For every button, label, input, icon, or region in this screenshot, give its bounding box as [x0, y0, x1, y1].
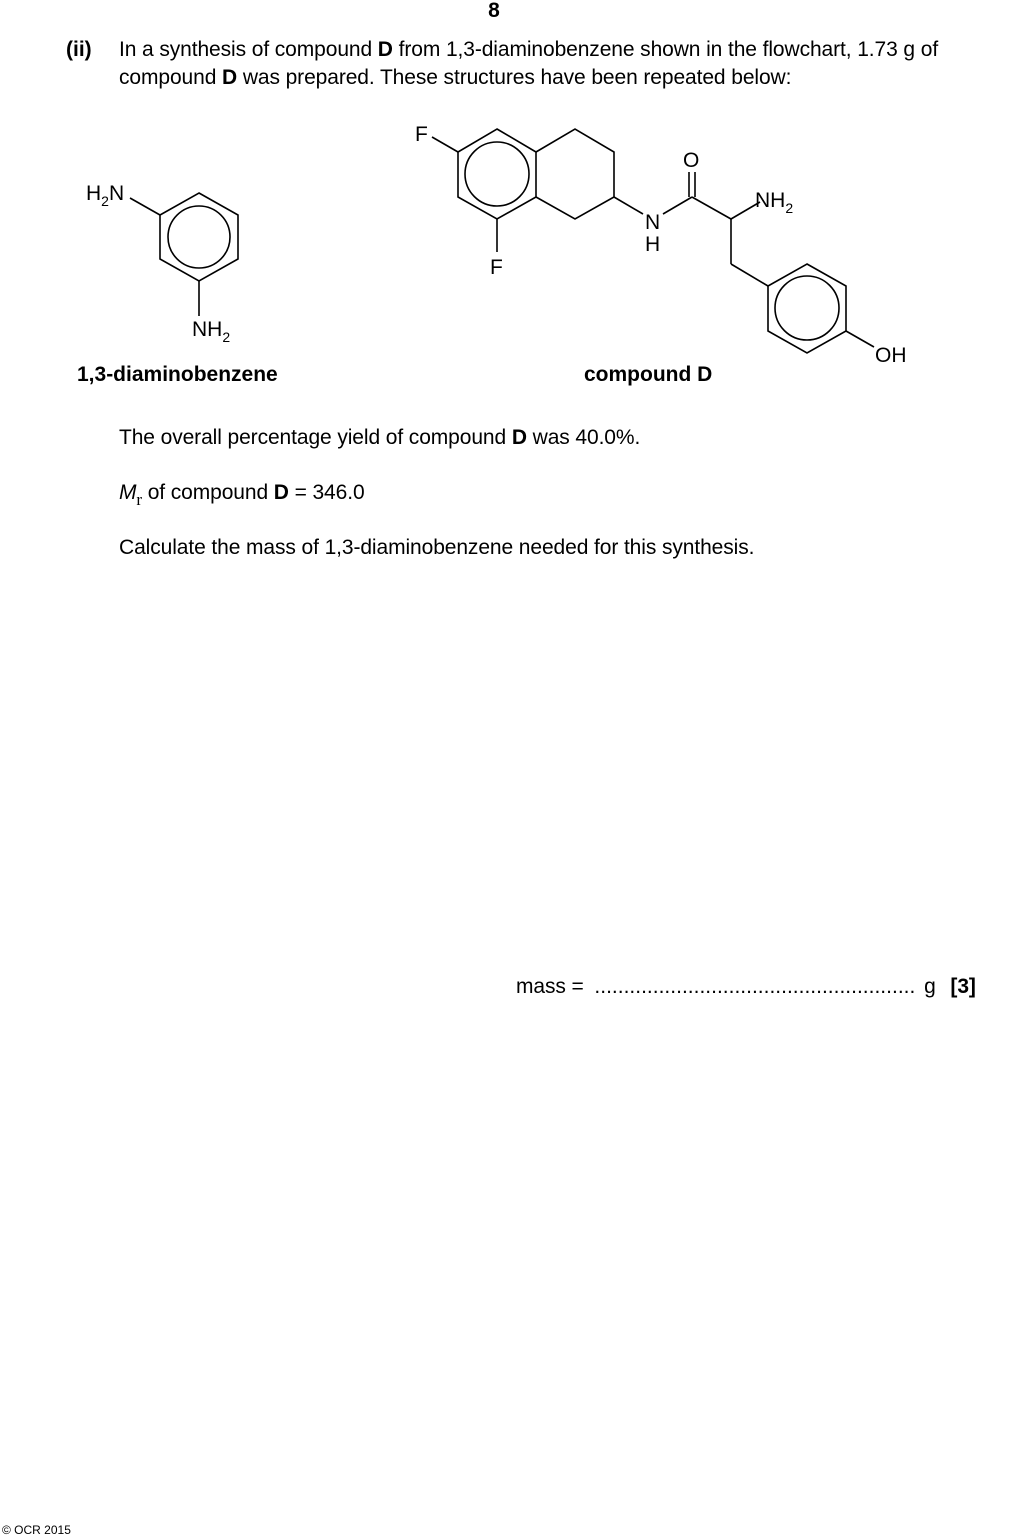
f-bottom-label: F: [490, 256, 503, 279]
amide-h-label: H: [645, 233, 661, 256]
answer-line: [516, 975, 976, 999]
part-label: (ii): [66, 38, 92, 61]
bond-n-c: [663, 197, 692, 214]
carbonyl-o-label: O: [683, 149, 700, 172]
mr-compound: D: [273, 481, 289, 504]
mr-text-a: of compound: [141, 481, 274, 504]
copyright-footer: © OCR 2015: [2, 1523, 71, 1537]
question-text: Calculate the mass of 1,3-diaminobenzene needed for this synthesis.: [119, 536, 755, 559]
bond-f-top: [432, 137, 458, 152]
intro-line-2-compound: D: [222, 66, 238, 89]
amine-top-label: $H_2N$: [86, 182, 125, 209]
mr-text-c: = 346.0: [288, 481, 365, 504]
aromatic-circle-1: [465, 142, 529, 206]
yield-compound: D: [511, 426, 527, 449]
intro-line-1-compound: D: [377, 38, 393, 61]
mr-statement: [119, 481, 365, 509]
intro-line-1-text-c: from 1,3-diaminobenzene shown in the flowchart, 1.73 g of: [392, 38, 939, 61]
answer-unit: g: [924, 975, 936, 998]
compound-d-structure: [0, 0, 1010, 380]
amine-label: $NH_2$: [755, 189, 794, 216]
answer-dots[interactable]: .......................................................: [594, 975, 916, 998]
bond-c-calpha: [692, 197, 731, 219]
answer-marks: [3]: [950, 975, 976, 998]
yield-statement: [119, 426, 640, 450]
bond-oh: [846, 331, 874, 347]
page-number: 8: [488, 0, 500, 22]
intro-line-2-text-a: compound: [119, 66, 223, 89]
mr-symbol: M: [119, 481, 137, 504]
compound-d-caption: compound D: [584, 363, 713, 386]
saturated-ring: [536, 129, 614, 219]
amine-bottom-label: $NH_2$: [192, 318, 231, 345]
f-top-label: F: [415, 123, 428, 146]
hydroxyl-label: OH: [875, 344, 907, 367]
yield-text-a: The overall percentage yield of compound: [119, 426, 512, 449]
diaminobenzene-caption: 1,3-diaminobenzene: [77, 363, 278, 386]
amide-n-label: N: [645, 211, 661, 234]
bond-ch2-ring: [731, 264, 768, 286]
answer-label: mass =: [516, 975, 584, 998]
intro-line-1-text-a: In a synthesis of compound: [119, 38, 378, 61]
intro-line-2-text-c: was prepared. These structures have been repeated below:: [237, 66, 792, 89]
aromatic-circle-2: [775, 276, 839, 340]
mr-subscript: r: [136, 490, 142, 509]
bond-c-n: [614, 197, 643, 214]
yield-text-c: was 40.0%.: [526, 426, 641, 449]
